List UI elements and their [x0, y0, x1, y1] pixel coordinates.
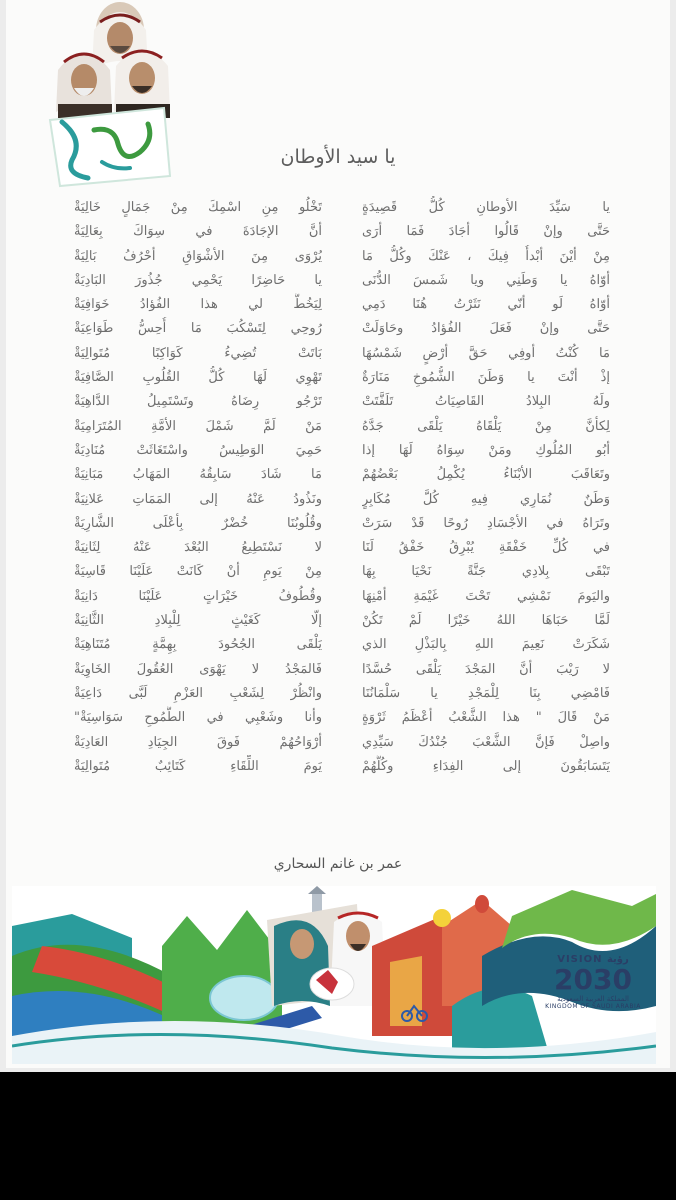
verse-line: وَطَنٌ نُمَارِي فِيهِ كُلَّ مُكَابِرٍ — [362, 491, 610, 507]
bottom-black-bar — [0, 1072, 676, 1200]
verse-line: تَبْقَى بِلادِي جَنَّةً نَحْيَا بِهَا — [362, 564, 610, 580]
verse-line: بَاتَتْ تُضِيءُ كَوَاكِبًا مُتَوالِيَةْ — [74, 345, 322, 361]
verse-line: مَنْ قَالَ " هذا الشَّعْبُ أعْظَمُ ثَرْوَةٍ — [362, 710, 610, 726]
verse-line: تَهْوِي لَهَا كُلُّ القُلُوبِ الصَّافِيَةْ — [74, 370, 322, 386]
verse-line: لِكأنَّ مِنْ يَلْقَاهُ يَلْقَى جَدَّهُ — [362, 418, 610, 434]
verse-line: مَا شَادَ سَابِقُهُ المَهَابُ مَبَانِيَةْ — [74, 467, 322, 483]
verse-line: تَخْلُو مِنِ اسْمِكَ مِنْ جَمَالٍ خَالِيَةْ — [74, 200, 322, 215]
verse-line: حَتَّى وإنْ قَالُوا أجَادَ فَمَا أرَى — [362, 224, 610, 240]
portrait-left — [56, 53, 112, 118]
verse-line: لا رَيْبَ أنَّ المَجْدَ يَلْقَى حُسَّدًا — [362, 661, 610, 677]
verse-line: يا حَاضِرًا يَحْمِي جُذُورَ البَادِيَةْ — [74, 272, 322, 288]
poem-column-left — [74, 196, 322, 779]
verse-line: مَا كُنْتُ أوفِي حَقَّ أرْضٍ شَمْسُهَا — [362, 345, 610, 361]
vision-country-ar: المملكة العربية السعودية — [557, 995, 629, 1003]
verse-line: رُوحِي لِتَسْكُبَ مَا أُحِسُّ طَوَاعِيَةْ — [74, 321, 322, 337]
verse-line: فَالمَجْدُ لا يَهْوَى العُقُولَ الخَاوِيَةْ — [74, 661, 322, 677]
verse-line: وأنا وشَعْبِي في الطُّمُوحِ سَوَاسِيَةْ" — [74, 710, 322, 726]
verse-line: يا سَيِّدَ الأوطانِ كُلُّ قَصِيدَةٍ — [362, 200, 610, 215]
verse-line: لِيَخُطَّ لي هذا الفُؤادُ خَوَافِيَةْ — [74, 297, 322, 313]
verse-line: فَامْضِي بِنَا لِلْمَجْدِ يا سَلْمَانُنَا — [362, 685, 610, 701]
verse-line: مَنْ لَمَّ شَمْلَ الأمَّةِ المُتَرَامِيَةْ — [74, 418, 322, 434]
verse-line: حَتَّى وإنْ فَعَلَ الفُؤادُ وحَاوَلَتْ — [362, 321, 610, 337]
verse-line: إلّا كَغَيْثٍ لِلْبِلادِ الثَّانِيَةْ — [74, 613, 322, 629]
verse-line: تَرْجُو رِضَاهُ وتَسْتَمِيلُ الدَّاهِيَةْ — [74, 394, 322, 410]
verse-line: في كُلِّ خَفْقَةِ يُبْرِقُ خَفْقُ لَنَا — [362, 540, 610, 556]
verse-line: أبُو المُلُوكِ ومَنْ سِوَاهُ لَهَا إذا — [362, 442, 610, 458]
verse-line: شَكَرَتْ نَعِيمَ اللهِ بِالبَذْلِ الذي — [362, 637, 610, 653]
vision-label-en: VISION — [557, 954, 603, 965]
verse-line: يَتَسَابَقُونَ إلى الفِدَاءِ وكُلُّهُمْ — [362, 758, 610, 774]
verse-line: وقُلُوبُنَا خُضْرٌ بِأعْلَى الشَّارِيَةْ — [74, 515, 322, 531]
poem-sheet — [6, 0, 670, 1068]
verse-line: وتَرَاهُ في الأجْسَادِ رُوحًا قَدْ سَرَتْ — [362, 515, 610, 531]
verse-line: ولَهُ البِلادُ القَاصِيَاتُ تَلَفَّتَتْ — [362, 394, 610, 410]
poem-column-right — [362, 196, 610, 779]
verse-line: ونَذُودُ عَنْهُ إلى المَمَاتِ عَلانِيَةْ — [74, 491, 322, 507]
verse-line: لَمَّا حَبَاهَا اللهُ خَيْرًا لَمْ تَكُنْ — [362, 613, 610, 629]
verse-line: أوّاهُ لَو أنّي نَثَرْتُ هُنَا دَمِي — [362, 297, 610, 313]
vision-year: 2030 — [554, 963, 632, 996]
vision-label-ar: رؤية — [606, 954, 629, 965]
verse-line: مِنْ يَومِ أنْ كَانَتْ عَلَيْنَا قَاسِيَةْ — [74, 564, 322, 580]
verse-line: وقُطُوفُ خَيْرَاتٍ عَلَيْنَا دَانِيَةْ — [74, 588, 322, 604]
verse-line: أنَّ الإجَادَةَ في سِوَاكَ بِعَالِيَةْ — [74, 224, 322, 240]
verse-line: وانْظُرْ لِشَعْبِ العَزْمِ لَبَّى دَاعِيَةْ — [74, 685, 322, 701]
verse-line: واصِلْ فَإنَّ الشَّعْبَ جُنْدُكَ سَيِّدِي — [362, 734, 610, 750]
verse-line: واليَومَ نَمْشِي تَحْتَ غَيْمَةِ أمْنِهَا — [362, 588, 610, 604]
verse-line: أرْوَاحُهُمْ فَوقَ الجِيَادِ العَادِيَةْ — [74, 734, 322, 750]
verse-line: مِنْ أيْنَ أبْدأُ فِيكَ ، عَنْكَ وكُلُّ مَا — [362, 248, 610, 264]
verse-line: أوّاهُ يا وَطَنِي ويا شَمسَ الدُّنَى — [362, 272, 610, 288]
vision-2030-logo — [544, 954, 642, 1034]
verse-line: يَلْقَى الجُحُودَ بِهِمَّةٍ مُتَنَاهِيَةْ — [74, 637, 322, 653]
verse-line: يَومَ اللِّقَاءِ كَتَائِبٌ مُتَوالِيَةْ — [74, 758, 322, 774]
verse-line: يُرْوَى مِنَ الأشْوَاقِ أحْرُفُ بَالِيَةْ — [74, 248, 322, 264]
verse-line: لا نَسْتَطِيعُ البُعْدَ عَنْهُ لِثَانِيَةْ — [74, 540, 322, 556]
national-day-banner — [12, 886, 656, 1064]
verse-line: إذْ أنْتَ يا وَطَنَ الشُّمُوخِ مَنَارَةٌ — [362, 370, 610, 386]
verse-line: حَمِيَ الوَطِيسُ واسْتَغَاثَتْ مُنَادِيَةْ — [74, 442, 322, 458]
poem-title: يا سيد الأوطان — [280, 146, 396, 168]
verse-line: وتَعَاقَبَ الأبْنَاءُ يُكْمِلُ بَعْضُهُمْ — [362, 467, 610, 483]
vision-country-en: KINGDOM OF SAUDI ARABIA — [545, 1003, 641, 1010]
poem-author: عمر بن غانم السحاري — [273, 856, 403, 872]
